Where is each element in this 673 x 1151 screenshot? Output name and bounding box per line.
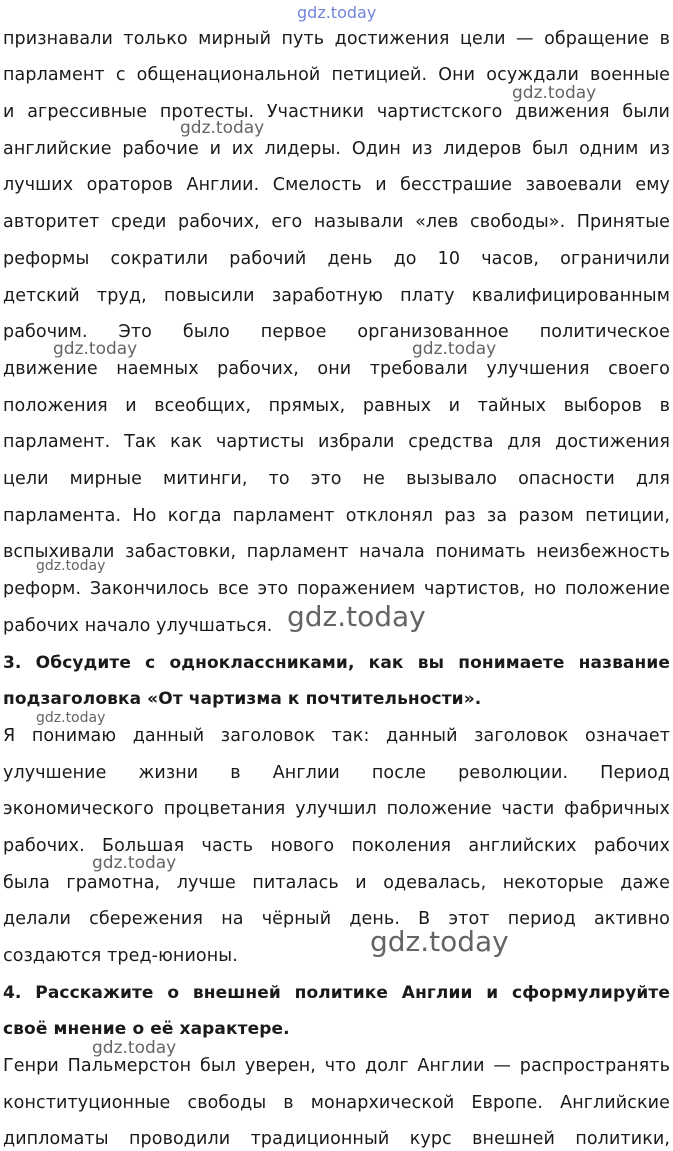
text-line: делали сбережения на чёрный день. В этот период активно	[3, 909, 670, 929]
text-line: Я понимаю данный заголовок так: данный заголовок означает	[3, 726, 670, 746]
text-line: дипломаты проводили традиционный курс внешней политики,	[3, 1129, 670, 1149]
text-line: рабочих начало улучшаться.	[3, 616, 273, 636]
text-line: лучших ораторов Англии. Смелость и бесстрашие завоевали ему	[3, 175, 670, 195]
watermark: gdz.today	[53, 339, 138, 359]
text-line: создаются тред-юнионы.	[3, 946, 238, 966]
watermark: gdz.today	[512, 83, 597, 103]
text-line: парламента. Но когда парламент отклонял раз за разом петиции,	[3, 506, 670, 526]
text-line: улучшение жизни в Англии после революции. Период	[3, 763, 670, 783]
question-heading: своё мнение о её характере.	[3, 1019, 290, 1039]
text-line: рабочих. Большая часть нового поколения английских рабочих	[3, 836, 670, 856]
watermark: gdz.today	[92, 853, 177, 873]
text-line: положения и всеобщих, прямых, равных и тайных выборов в	[3, 396, 670, 416]
text-line: и агрессивные протесты. Участники чартистского движения были	[3, 102, 670, 122]
watermark: gdz.today	[180, 118, 265, 138]
text-line: признавали только мирный путь достижения цели — обращение в	[3, 29, 670, 49]
text-line: конституционные свободы в монархической Европе. Английские	[3, 1093, 670, 1113]
text-line: авторитет среди рабочих, его называли «лев свободы». Принятые	[3, 212, 670, 232]
watermark: gdz.today	[36, 710, 106, 726]
watermark: gdz.today	[36, 558, 106, 574]
text-line: парламент с общенациональной петицией. Они осуждали военные	[3, 65, 670, 85]
text-line: реформы сократили рабочий день до 10 часов, ограничили	[3, 249, 670, 269]
text-line: экономического процветания улучшил положение части фабричных	[3, 799, 670, 819]
text-line: вспыхивали забастовки, парламент начала понимать неизбежность	[3, 542, 670, 562]
question-heading: подзаголовка «От чартизма к почтительности».	[3, 689, 482, 709]
text-line: рабочим. Это было первое организованное политическое	[3, 322, 670, 342]
question-heading: 3. Обсудите с одноклассниками, как вы понимаете название	[3, 653, 670, 673]
text-line: английские рабочие и их лидеры. Один из лидеров был одним из	[3, 139, 670, 159]
text-line: цели мирные митинги, то это не вызывало опасности для	[3, 469, 670, 489]
watermark: gdz.today	[287, 600, 426, 633]
text-line: реформ. Закончилось все это поражением чартистов, но положение	[3, 579, 670, 599]
text-line: парламент. Так как чартисты избрали средства для достижения	[3, 432, 670, 452]
question-heading: 4. Расскажите о внешней политике Англии и сформулируйте	[3, 983, 670, 1003]
text-line: детский труд, повысили заработную плату квалифицированным	[3, 286, 670, 306]
text-line: была грамотна, лучше питалась и одевалась, некоторые даже	[3, 873, 670, 893]
text-line: Генри Пальмерстон был уверен, что долг Англии — распространять	[3, 1056, 670, 1076]
watermark-top: gdz.today	[297, 3, 377, 22]
watermark: gdz.today	[370, 925, 509, 958]
watermark: gdz.today	[412, 339, 497, 359]
text-line: движение наемных рабочих, они требовали улучшения своего	[3, 359, 670, 379]
watermark: gdz.today	[92, 1038, 177, 1058]
